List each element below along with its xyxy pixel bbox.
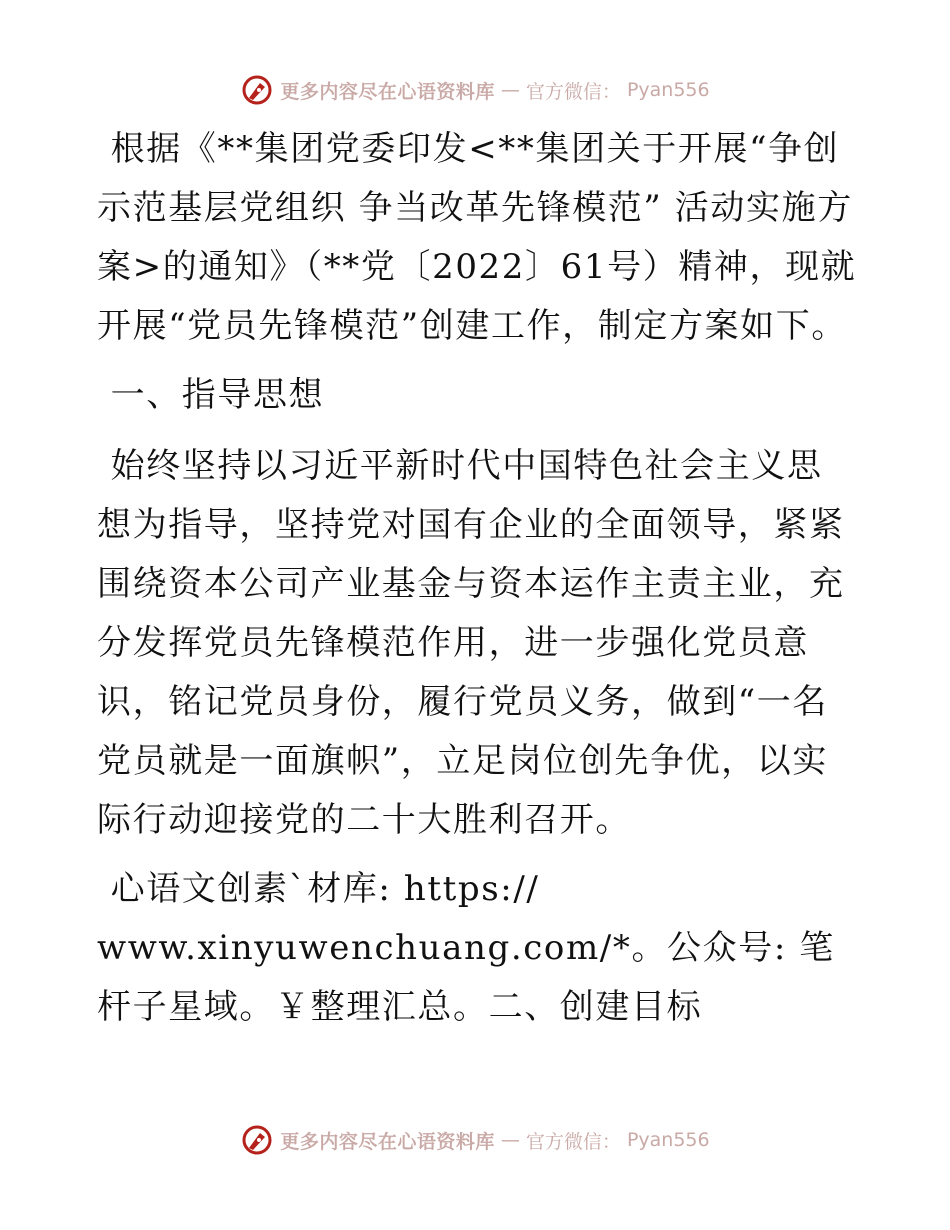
pen-nib-logo-icon	[240, 73, 274, 107]
document-body	[97, 120, 857, 1037]
pen-nib-logo-icon	[240, 1123, 274, 1157]
banner-wechat-id: Pyan556	[626, 1129, 710, 1151]
banner-wechat-id: Pyan556	[626, 79, 710, 101]
section-heading-guiding: 一、指导思想	[110, 375, 325, 415]
footer-banner	[0, 1120, 950, 1160]
banner-brand: 更多内容尽在心语资料库	[280, 1130, 495, 1153]
intro-paragraph: 根据《**集团党委印发<**集团关于开展“争创示范基层党组织 争当改革先锋模范” 活动实施方案>的通知》（**党〔2022〕61号）精神，现就开展“党员先锋模范”创建工作，制定方案如下。	[97, 129, 857, 346]
banner-wechat-label: 官方微信：	[525, 80, 621, 103]
guiding-paragraph: 始终坚持以习近平新时代中国特色社会主义思想为指导，坚持党对国有企业的全面领导，紧紧围绕资本公司产业基金与资本运作主责主业，充分发挥党员先锋模范作用，进一步强化党员意识，铭记党员身份，履行党员义务，做到“一名党员就是一面旗帜”，立足岗位创先争优，以实际行动迎接党的二十大胜利召开。	[97, 446, 845, 840]
header-banner	[0, 70, 950, 110]
banner-separator: —	[500, 79, 520, 101]
banner-separator: —	[500, 1129, 520, 1151]
banner-wechat-label: 官方微信：	[525, 1130, 621, 1153]
source-line-1: 心语文创素`材库: https://	[110, 869, 540, 909]
source-line-2: www.xinyuwenchuang.com/*。公众号: 笔杆子星域。￥整理汇总。二、创建目标	[97, 928, 835, 1027]
banner-brand: 更多内容尽在心语资料库	[280, 80, 495, 103]
